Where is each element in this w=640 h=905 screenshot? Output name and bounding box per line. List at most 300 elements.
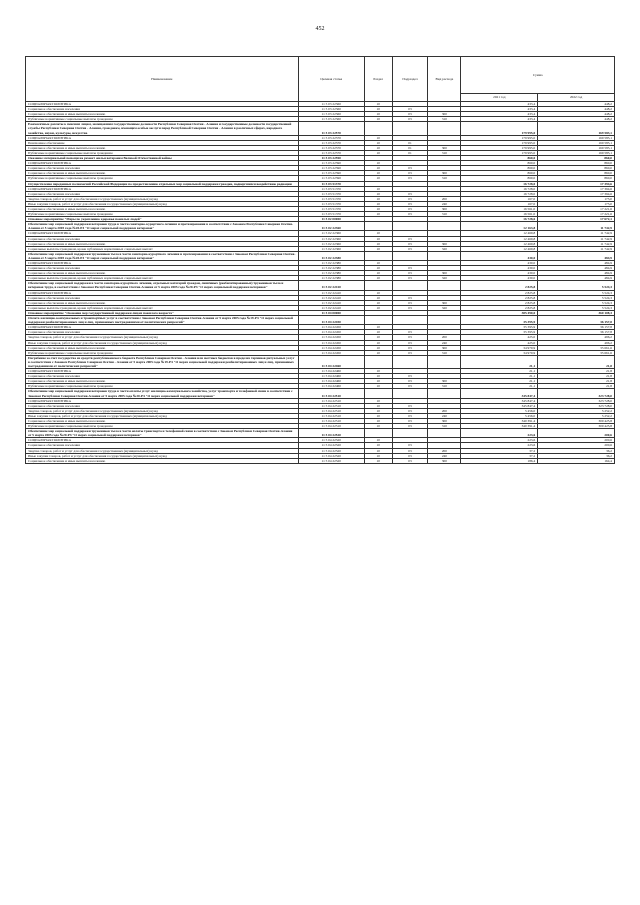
- cell-expense-type: 300: [428, 345, 461, 350]
- header-code: Целевая статья: [298, 57, 364, 102]
- cell-name: Публичные нормативные социальные выплаты гражданам: [26, 424, 299, 429]
- cell-code: 11 5 02 22410: [298, 305, 364, 310]
- cell-code: 11 5 02 22360: [298, 246, 364, 251]
- cell-amount-2022: 5 524,3: [538, 295, 615, 300]
- cell-name: СОЦИАЛЬНАЯ ПОЛИТИКА: [26, 186, 299, 191]
- cell-section: 10: [364, 350, 392, 355]
- cell-code: 11 5 04 22520: [298, 438, 364, 443]
- cell-section: 10: [364, 231, 392, 236]
- cell-name: Обеспечение мер социальной поддержки ветеранов труда в части санаторно-курортного лечения и протезирования в соответствии с Законом Республики Северная Осетия-Алания от 5 марта 2005 года №20-РЗ "О мерах социальной поддержки ветеранов": [26, 222, 299, 231]
- cell-name: Социальное обеспечение и иные выплаты населению: [26, 145, 299, 150]
- cell-amount-2021: 186,4: [461, 458, 538, 463]
- cell-amount-2022: 5 524,3: [538, 300, 615, 305]
- cell-subsection: 03: [392, 246, 428, 251]
- cell-section: 10: [364, 325, 392, 330]
- cell-name: Погребение за счет государства из средств республиканского бюджета Республики Северная Осетия - Алания или местных бюджетов в пределах терминов ритуальных услуг в соответствии с Законом Республики Северная Осетия - Алания от 5 марта 2005 года №19-РЗ "О мерах социальной поддержки реабилитированных лиц и лиц, признанных пострадавшими от политических репрессий": [26, 355, 299, 368]
- cell-amount-2022: 11 742,9: [538, 231, 615, 236]
- cell-amount-2022: 169 583,1: [538, 150, 615, 155]
- cell-subsection: 03: [392, 448, 428, 453]
- cell-amount-2022: 21,8: [538, 355, 615, 368]
- cell-amount-2021: 35 395,9: [461, 316, 538, 325]
- cell-amount-2022: 17 394,6: [538, 186, 615, 191]
- cell-expense-type: 300: [428, 300, 461, 305]
- table-row: [26, 389, 615, 398]
- cell-amount-2021: 16 728,0: [461, 191, 538, 196]
- cell-code: 11 5 03 22570: [298, 145, 364, 150]
- cell-amount-2022: 173,0: [538, 196, 615, 201]
- cell-expense-type: [428, 316, 461, 325]
- cell-expense-type: [428, 222, 461, 231]
- cell-amount-2022: 36,2: [538, 448, 615, 453]
- cell-name: Социальное обеспечение и иные выплаты населению: [26, 345, 299, 350]
- cell-section: 10: [364, 408, 392, 413]
- cell-subsection: 03: [392, 236, 428, 241]
- cell-amount-2021: 2 825,8: [461, 290, 538, 295]
- cell-amount-2022: 300 425,8: [538, 419, 615, 424]
- cell-code: 11 5 03 22560: [298, 117, 364, 122]
- cell-amount-2021: 430,0: [461, 271, 538, 276]
- cell-section: 10: [364, 458, 392, 463]
- cell-section: [364, 222, 392, 231]
- cell-subsection: 03: [392, 384, 428, 389]
- cell-amount-2021: 21,1: [461, 355, 538, 368]
- cell-amount-2021: 179 995,0: [461, 150, 538, 155]
- cell-section: [364, 355, 392, 368]
- cell-code: 11 5 04 22520: [298, 448, 364, 453]
- cell-amount-2021: 179 995,0: [461, 145, 538, 150]
- cell-expense-type: 310: [428, 176, 461, 181]
- cell-code: 11 5 04 22510: [298, 389, 364, 398]
- cell-code: 11 5 02 22360: [298, 222, 364, 231]
- cell-name: Закупка товаров, работ и услуг для обеспечения государственных (муниципальных) нужд: [26, 335, 299, 340]
- cell-amount-2021: 2 825,8: [461, 295, 538, 300]
- cell-name: СОЦИАЛЬНАЯ ПОЛИТИКА: [26, 438, 299, 443]
- cell-name: Социальное обеспечение населения: [26, 191, 299, 196]
- cell-amount-2022: 5 524,3: [538, 290, 615, 295]
- cell-section: 10: [364, 246, 392, 251]
- cell-expense-type: 310: [428, 212, 461, 217]
- cell-amount-2022: 448,2: [538, 112, 615, 117]
- cell-code: 11 5 03 22570: [298, 122, 364, 135]
- cell-amount-2022: 496,2: [538, 340, 615, 345]
- cell-name: Социальное обеспечение и иные выплаты населению: [26, 171, 299, 176]
- cell-subsection: 01: [392, 140, 428, 145]
- cell-expense-type: 320: [428, 305, 461, 310]
- cell-amount-2022: 21,8: [538, 379, 615, 384]
- cell-amount-2021: 12 469,8: [461, 231, 538, 236]
- cell-code: 11 5 02 22380: [298, 271, 364, 276]
- cell-expense-type: 320: [428, 276, 461, 281]
- cell-amount-2021: 345 847,4: [461, 398, 538, 403]
- cell-name: Социальное обеспечение и иные выплаты населению: [26, 271, 299, 276]
- cell-subsection: [392, 355, 428, 368]
- cell-amount-2021: 179 995,0: [461, 135, 538, 140]
- cell-code: 11 5 04 22510: [298, 403, 364, 408]
- cell-subsection: [392, 122, 428, 135]
- table-row: [26, 316, 615, 325]
- cell-section: 10: [364, 335, 392, 340]
- cell-amount-2021: 223,6: [461, 429, 538, 438]
- header-expense-type: Вид расхода: [428, 57, 461, 102]
- cell-amount-2022: 860,0: [538, 166, 615, 171]
- cell-amount-2021: 223,6: [461, 443, 538, 448]
- cell-amount-2022: 21,8: [538, 369, 615, 374]
- cell-name: Публичные нормативные социальные выплаты гражданам: [26, 384, 299, 389]
- cell-section: 10: [364, 206, 392, 211]
- cell-name: Социальное обеспечение и иные выплаты населению: [26, 458, 299, 463]
- cell-section: 10: [364, 145, 392, 150]
- cell-section: [364, 281, 392, 290]
- cell-code: 11 5 04 22510: [298, 424, 364, 429]
- cell-section: 10: [364, 379, 392, 384]
- cell-section: 10: [364, 443, 392, 448]
- cell-name: Социальное обеспечение населения: [26, 330, 299, 335]
- cell-section: 10: [364, 166, 392, 171]
- cell-name: Социальное обеспечение и иные выплаты населению: [26, 379, 299, 384]
- cell-amount-2021: 223,6: [461, 438, 538, 443]
- cell-amount-2022: 11 742,9: [538, 236, 615, 241]
- cell-amount-2022: 21,8: [538, 374, 615, 379]
- cell-amount-2021: 860,0: [461, 171, 538, 176]
- cell-subsection: 03: [392, 266, 428, 271]
- cell-name: Обеспечение мер социальной поддержки тружеников тыла в части санаторно-курортного лечения и протезирования в соответствии с Законом Республики Северная Осетия-Алания от 5 марта 2005 года №20-РЗ "О мерах социальной поддержки ветеранов": [26, 251, 299, 260]
- cell-section: 10: [364, 419, 392, 424]
- cell-code: 11 5 03 51370: [298, 186, 364, 191]
- cell-name: Иные закупки товаров, работ и услуг для обеспечения государственных (муниципальных) нужд: [26, 413, 299, 418]
- cell-subsection: [392, 389, 428, 398]
- cell-amount-2021: 860,0: [461, 161, 538, 166]
- cell-amount-2021: 16 728,6: [461, 217, 538, 222]
- cell-expense-type: 240: [428, 201, 461, 206]
- cell-name: Оплата жилищно-коммунальных и транспортных услуг в соответствии с Законом Республики Северная Осетия-Алания от 5 марта 2005 года №19-РЗ "О мерах социальной поддержки реабилитированных лиц и лиц, признанных пострадавшими от политических репрессий": [26, 316, 299, 325]
- cell-subsection: [392, 222, 428, 231]
- cell-code: 11 5 02 22380: [298, 261, 364, 266]
- cell-amount-2022: 36 157,8: [538, 316, 615, 325]
- cell-name: Публичные нормативные социальные выплаты гражданам: [26, 117, 299, 122]
- cell-name: СОЦИАЛЬНАЯ ПОЛИТИКА: [26, 231, 299, 236]
- cell-code: 11 5 04 22450: [298, 340, 364, 345]
- cell-section: 10: [364, 161, 392, 166]
- cell-section: 10: [364, 241, 392, 246]
- cell-amount-2021: 2 825,8: [461, 300, 538, 305]
- cell-name: Публичные нормативные социальные выплаты гражданам: [26, 212, 299, 217]
- cell-subsection: 03: [392, 403, 428, 408]
- cell-code: 11 5 04 22510: [298, 413, 364, 418]
- cell-code: 11 5 03 22560: [298, 102, 364, 107]
- cell-section: 10: [364, 150, 392, 155]
- cell-code: 11 5 03 51370: [298, 206, 364, 211]
- cell-amount-2022: 35 661,6: [538, 350, 615, 355]
- cell-section: 10: [364, 398, 392, 403]
- cell-amount-2022: 200,6: [538, 443, 615, 448]
- cell-section: 10: [364, 266, 392, 271]
- cell-section: 10: [364, 276, 392, 281]
- cell-name: Публичные нормативные социальные выплаты гражданам: [26, 150, 299, 155]
- cell-name: Закупка товаров, работ и услуг для обеспечения государственных (муниципальных) нужд: [26, 448, 299, 453]
- cell-subsection: 03: [392, 300, 428, 305]
- cell-subsection: 03: [392, 413, 428, 418]
- cell-code: 11 5 02 00000: [298, 217, 364, 222]
- cell-amount-2021: 430,0: [461, 266, 538, 271]
- cell-section: 10: [364, 384, 392, 389]
- cell-name: Социальное обеспечение населения: [26, 236, 299, 241]
- cell-name: СОЦИАЛЬНАЯ ПОЛИТИКА: [26, 135, 299, 140]
- cell-subsection: 03: [392, 117, 428, 122]
- cell-section: 10: [364, 453, 392, 458]
- cell-expense-type: 200: [428, 196, 461, 201]
- cell-section: 10: [364, 424, 392, 429]
- cell-amount-2022: 17 394,6: [538, 191, 615, 196]
- cell-name: Социальное обеспечение населения: [26, 374, 299, 379]
- cell-expense-type: [428, 281, 461, 290]
- cell-subsection: 03: [392, 212, 428, 217]
- cell-amount-2021: 35 395,9: [461, 330, 538, 335]
- cell-expense-type: 300: [428, 145, 461, 150]
- cell-code: 11 5 02 22410: [298, 290, 364, 295]
- cell-name: Пенсионное обеспечение: [26, 140, 299, 145]
- cell-subsection: 03: [392, 374, 428, 379]
- cell-code: 11 5 04 00000: [298, 310, 364, 315]
- cell-expense-type: 300: [428, 171, 461, 176]
- cell-expense-type: 310: [428, 424, 461, 429]
- cell-amount-2021: 433,4: [461, 112, 538, 117]
- header-name: Наименование: [26, 57, 299, 102]
- cell-expense-type: 310: [428, 150, 461, 155]
- cell-name: Социальные выплаты гражданам, кроме публичных нормативных социальных выплат: [26, 246, 299, 251]
- cell-section: [364, 429, 392, 438]
- cell-section: 10: [364, 196, 392, 201]
- cell-subsection: 03: [392, 176, 428, 181]
- cell-subsection: 03: [392, 419, 428, 424]
- cell-subsection: [392, 429, 428, 438]
- cell-amount-2022: 169 583,1: [538, 145, 615, 150]
- cell-expense-type: 300: [428, 241, 461, 246]
- header-subsection: Подраздел: [392, 57, 428, 102]
- cell-expense-type: 240: [428, 340, 461, 345]
- cell-amount-2021: 340 391,4: [461, 424, 538, 429]
- cell-subsection: 03: [392, 408, 428, 413]
- cell-code: 11 5 02 22380: [298, 266, 364, 271]
- cell-amount-2022: 17 394,6: [538, 181, 615, 186]
- cell-code: 11 5 04 22520: [298, 453, 364, 458]
- cell-code: 11 5 02 22410: [298, 281, 364, 290]
- cell-code: 11 5 04 22520: [298, 458, 364, 463]
- cell-amount-2022: 17 221,6: [538, 206, 615, 211]
- cell-amount-2022: 5 252,2: [538, 413, 615, 418]
- cell-amount-2021: 16 561,0: [461, 212, 538, 217]
- cell-code: 11 5 03 22560: [298, 107, 364, 112]
- cell-amount-2022: 448,2: [538, 102, 615, 107]
- cell-subsection: 03: [392, 171, 428, 176]
- cell-name: Обеспечение мер социальной поддержки в части санаторно-курортного лечения, отдельных категорий граждан, лишённых (реабилитированных) тружеников тыла и ветеранов труда, в соответствии с Законом Республики Северная Осетия-Алания от 5 марта 2005 года №20-РЗ "О мерах социальной поддержки ветеранов": [26, 281, 299, 290]
- cell-amount-2022: 11 742,9: [538, 246, 615, 251]
- cell-amount-2021: 425,0: [461, 340, 538, 345]
- cell-subsection: 03: [392, 191, 428, 196]
- cell-amount-2021: 12 469,8: [461, 241, 538, 246]
- cell-section: 10: [364, 112, 392, 117]
- cell-name: Социальное обеспечение и иные выплаты населению: [26, 241, 299, 246]
- cell-section: 10: [364, 176, 392, 181]
- cell-expense-type: 300: [428, 112, 461, 117]
- cell-section: 10: [364, 374, 392, 379]
- cell-expense-type: 300: [428, 206, 461, 211]
- cell-section: 10: [364, 300, 392, 305]
- cell-name: Закупка товаров, работ и услуг для обеспечения государственных (муниципальных) нужд: [26, 408, 299, 413]
- cell-code: 11 5 02 22360: [298, 231, 364, 236]
- cell-code: 11 5 04 22460: [298, 374, 364, 379]
- cell-amount-2022: 323 728,0: [538, 403, 615, 408]
- cell-expense-type: 300: [428, 379, 461, 384]
- cell-name: Социальное обеспечение населения: [26, 295, 299, 300]
- cell-amount-2021: 16 728,0: [461, 181, 538, 186]
- cell-amount-2021: 37,2: [461, 448, 538, 453]
- cell-code: 11 5 02 22380: [298, 276, 364, 281]
- cell-code: 11 5 04 22510: [298, 419, 364, 424]
- cell-amount-2021: 5 456,0: [461, 408, 538, 413]
- cell-expense-type: 200: [428, 335, 461, 340]
- cell-code: 11 5 03 22590: [298, 176, 364, 181]
- cell-amount-2021: 430,0: [461, 261, 538, 266]
- cell-code: 11 5 03 22570: [298, 140, 364, 145]
- cell-amount-2022: 5 524,3: [538, 305, 615, 310]
- cell-section: 10: [364, 295, 392, 300]
- cell-expense-type: 240: [428, 453, 461, 458]
- cell-section: 10: [364, 191, 392, 196]
- cell-name: Социальное обеспечение и иные выплаты населению: [26, 300, 299, 305]
- cell-code: 11 5 02 22380: [298, 251, 364, 260]
- table-row: [26, 458, 615, 463]
- cell-code: 11 5 03 22590: [298, 156, 364, 161]
- cell-subsection: 03: [392, 350, 428, 355]
- cell-section: [364, 122, 392, 135]
- cell-name: СОЦИАЛЬНАЯ ПОЛИТИКА: [26, 161, 299, 166]
- cell-code: 11 5 04 22450: [298, 330, 364, 335]
- cell-code: 11 5 04 22460: [298, 379, 364, 384]
- header-section: Раздел: [364, 57, 392, 102]
- cell-name: Осуществление переданных полномочий Российской Федерации по предоставлению отдельных мер социальной поддержки граждан, подвергшихся воздействию радиации: [26, 181, 299, 186]
- cell-subsection: 03: [392, 107, 428, 112]
- table-row: [26, 251, 615, 260]
- cell-name: СОЦИАЛЬНАЯ ПОЛИТИКА: [26, 261, 299, 266]
- cell-subsection: 03: [392, 206, 428, 211]
- table-row: [26, 122, 615, 135]
- cell-subsection: 03: [392, 112, 428, 117]
- cell-name: Социальное обеспечение населения: [26, 166, 299, 171]
- table-row: [26, 355, 615, 368]
- cell-section: 10: [364, 413, 392, 418]
- cell-amount-2022: 360 108,3: [538, 310, 615, 315]
- cell-section: 10: [364, 330, 392, 335]
- cell-amount-2022: 17 221,6: [538, 212, 615, 217]
- cell-expense-type: 310: [428, 350, 461, 355]
- cell-amount-2022: 484,9: [538, 261, 615, 266]
- table-row: [26, 222, 615, 231]
- cell-code: 11 5 02 22360: [298, 236, 364, 241]
- cell-subsection: 03: [392, 276, 428, 281]
- cell-section: 10: [364, 261, 392, 266]
- cell-subsection: 03: [392, 201, 428, 206]
- table-row: [26, 281, 615, 290]
- cell-amount-2021: 433,4: [461, 107, 538, 112]
- cell-code: 11 5 03 51370: [298, 212, 364, 217]
- cell-code: 11 5 04 22520: [298, 429, 364, 438]
- cell-name: Оказание материальной помощи на ремонт жилья ветеранам Великой Отечественной войны: [26, 156, 299, 161]
- cell-section: 10: [364, 201, 392, 206]
- cell-amount-2021: 16 561,0: [461, 206, 538, 211]
- cell-subsection: 03: [392, 295, 428, 300]
- cell-amount-2022: 17 672,1: [538, 217, 615, 222]
- cell-amount-2022: 35 661,6: [538, 345, 615, 350]
- cell-expense-type: 310: [428, 117, 461, 122]
- cell-code: 11 5 02 22360: [298, 241, 364, 246]
- cell-subsection: 01: [392, 150, 428, 155]
- cell-subsection: 03: [392, 271, 428, 276]
- cell-name: Иные закупки товаров, работ и услуг для обеспечения государственных (муниципальных) нужд: [26, 201, 299, 206]
- cell-amount-2022: 11 742,9: [538, 241, 615, 246]
- cell-amount-2021: 16 728,0: [461, 186, 538, 191]
- cell-amount-2021: 5 456,0: [461, 413, 538, 418]
- cell-name: Публичные нормативные социальные выплаты гражданам: [26, 176, 299, 181]
- cell-amount-2022: 484,9: [538, 271, 615, 276]
- cell-amount-2021: 385 490,0: [461, 310, 538, 315]
- cell-name: Социальное обеспечение населения: [26, 107, 299, 112]
- cell-amount-2022: 169 583,1: [538, 140, 615, 145]
- cell-expense-type: [428, 389, 461, 398]
- cell-amount-2022: 36 157,8: [538, 330, 615, 335]
- cell-expense-type: [428, 122, 461, 135]
- cell-amount-2021: 21,1: [461, 369, 538, 374]
- cell-amount-2022: 300 425,8: [538, 424, 615, 429]
- cell-name: Основное мероприятие "Оказание мер государственной поддержки лицам пожилого возраста": [26, 310, 299, 315]
- cell-name: Обеспечение мер социальной поддержки тружеников тыла в части оплаты транспорта и телефонной связи в соответствии с Законом Республики Северная Осетия-Алания от 5 марта 2005 года №20-РЗ "О мерах социальной поддержки ветеранов": [26, 429, 299, 438]
- cell-subsection: 03: [392, 196, 428, 201]
- cell-subsection: 03: [392, 340, 428, 345]
- cell-amount-2022: 200,6: [538, 438, 615, 443]
- cell-amount-2021: 860,0: [461, 166, 538, 171]
- cell-code: 11 5 04 22460: [298, 355, 364, 368]
- cell-code: 11 5 04 22450: [298, 350, 364, 355]
- cell-amount-2021: 860,0: [461, 176, 538, 181]
- cell-code: 11 5 03 22590: [298, 171, 364, 176]
- cell-amount-2021: 12 469,8: [461, 236, 538, 241]
- cell-subsection: 03: [392, 305, 428, 310]
- cell-subsection: 03: [392, 424, 428, 429]
- cell-amount-2022: 484,9: [538, 266, 615, 271]
- cell-amount-2021: 425,0: [461, 335, 538, 340]
- cell-expense-type: 300: [428, 419, 461, 424]
- cell-expense-type: 300: [428, 271, 461, 276]
- cell-section: 10: [364, 140, 392, 145]
- cell-amount-2021: 34 970,9: [461, 350, 538, 355]
- cell-amount-2021: 345 847,4: [461, 403, 538, 408]
- cell-amount-2021: 2 825,8: [461, 281, 538, 290]
- cell-amount-2021: 12 469,8: [461, 246, 538, 251]
- cell-amount-2021: 179 995,0: [461, 140, 538, 145]
- cell-name: СОЦИАЛЬНАЯ ПОЛИТИКА: [26, 398, 299, 403]
- cell-name: Иные закупки товаров, работ и услуг для обеспечения государственных (муниципальных) нужд: [26, 340, 299, 345]
- cell-amount-2022: 496,2: [538, 335, 615, 340]
- cell-section: 10: [364, 186, 392, 191]
- cell-code: 11 5 04 22450: [298, 345, 364, 350]
- cell-name: Публичные нормативные социальные выплаты гражданам: [26, 350, 299, 355]
- table-row: [26, 429, 615, 438]
- cell-expense-type: [428, 355, 461, 368]
- cell-amount-2022: 860,0: [538, 156, 615, 161]
- cell-expense-type: 310: [428, 384, 461, 389]
- cell-subsection: 03: [392, 443, 428, 448]
- cell-amount-2021: 21,1: [461, 384, 538, 389]
- cell-amount-2021: 167,0: [461, 196, 538, 201]
